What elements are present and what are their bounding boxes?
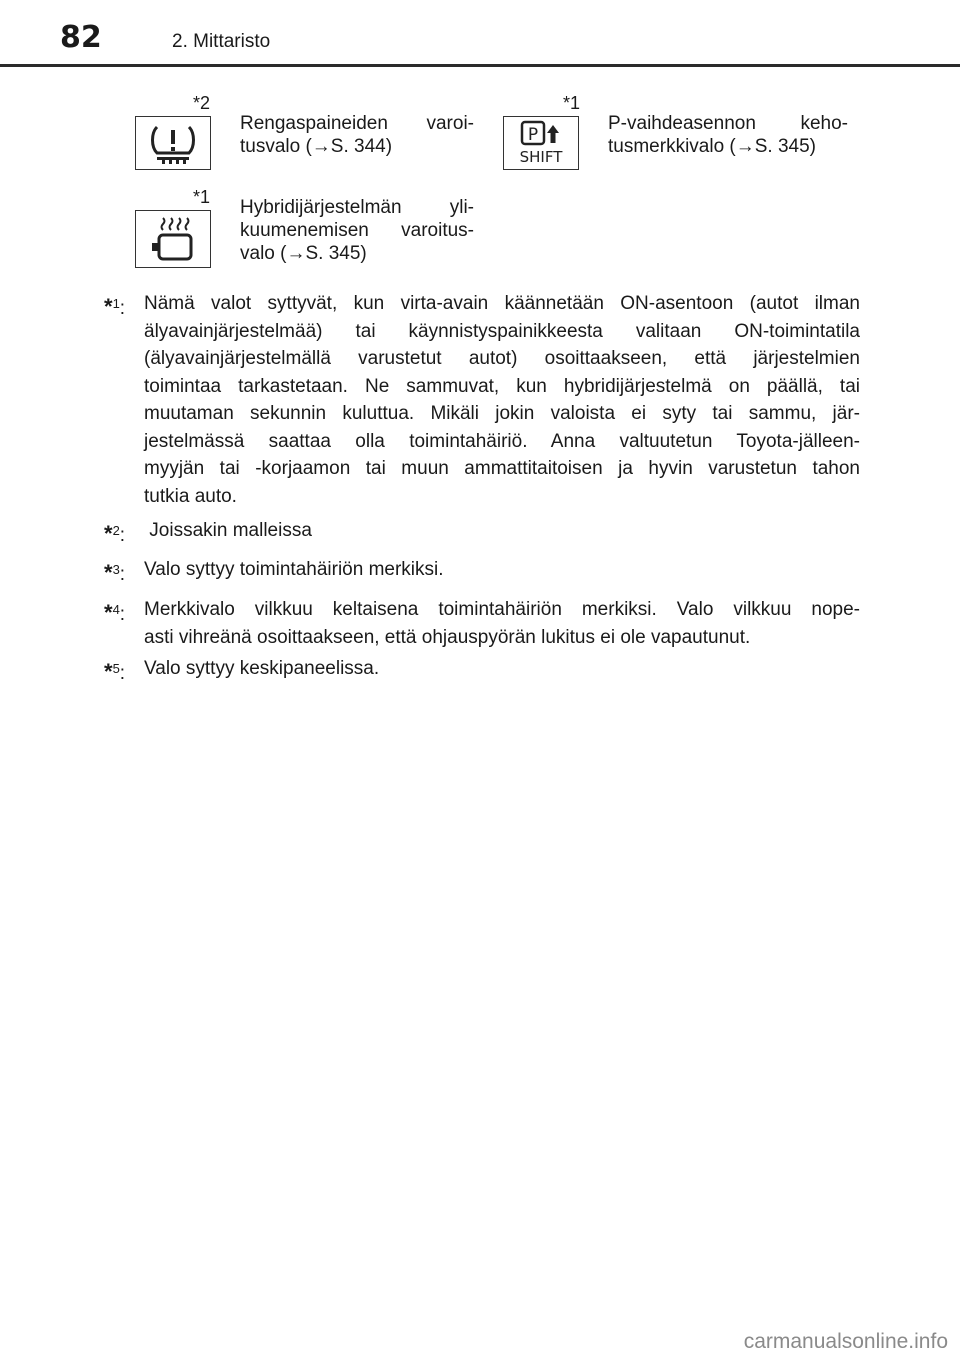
note-ref-marker: *1 xyxy=(193,187,211,207)
header-divider xyxy=(0,64,960,67)
footnote-text: Merkkivalo vilkkuu keltaisena toimintahäiriön merkiksi. Valo vilkkuu nope- asti vihreänä osoittaakseen, että ohjauspyörän lukitus ei ole vapautunut. xyxy=(144,599,860,648)
note-ref-marker: *1 xyxy=(563,93,581,113)
footnote-marker: *$^3$: xyxy=(104,560,126,585)
watermark: carmanualsonline.info xyxy=(743,1330,948,1353)
hybrid-overheat-warning-icon xyxy=(135,210,211,268)
footnote-text: Joissakin malleissa xyxy=(144,520,312,541)
svg-text:P: P xyxy=(527,125,539,145)
footnote-marker: *$^1$: xyxy=(104,294,126,319)
indicator-description: Rengaspaineiden varoi- tusvalo (→S. 344) xyxy=(240,113,474,157)
note-ref-marker: *2 xyxy=(193,93,211,113)
svg-text:SHIFT: SHIFT xyxy=(519,148,563,166)
chapter-title: 2. Mittaristo xyxy=(172,31,271,52)
p-shift-indicator-icon xyxy=(503,116,579,170)
page-header xyxy=(0,0,960,66)
footnote-marker: *$^4$: xyxy=(104,600,126,625)
footnote-text: Valo syttyy toimintahäiriön merkiksi. xyxy=(144,559,444,580)
footnote-text: Nämä valot syttyvät, kun virta-avain käännetään ON-asentoon (autot ilman älyavainjärjestelmää) tai käynnistyspainikkeesta valitaan ON-toimintatila (älyavainjärjestelmällä varustetut autot) osoittaakseen, että järjestelmien toimintaa tarkastetaan. Ne sammuvat, kun hybridijärjestelmä on päällä, tai muutaman sekunnin kuluttua. Mikäli jokin valoista ei syty tai sammu, jär- jestelmässä saattaa olla toimintahäiriö. Anna valtuutetun Toyota-jälleen- myyjän tai -korjaamon tai muun ammattitaitoisen ja hyvin varustetun tahon tutkia auto. xyxy=(144,293,860,507)
footnote-text: Valo syttyy keskipaneelissa. xyxy=(144,658,380,679)
tire-pressure-warning-icon xyxy=(135,116,211,170)
footnote-marker: *$^5$: xyxy=(104,659,126,684)
indicator-description: Hybridijärjestelmän yli- kuumenemisen varoitus- valo (→S. 345) xyxy=(240,197,474,264)
footnote-marker: *$^2$: xyxy=(104,521,126,546)
indicator-description: P-vaihdeasennon keho- tusmerkkivalo (→S. 345) xyxy=(608,113,848,157)
page-number: 82 xyxy=(60,20,102,55)
